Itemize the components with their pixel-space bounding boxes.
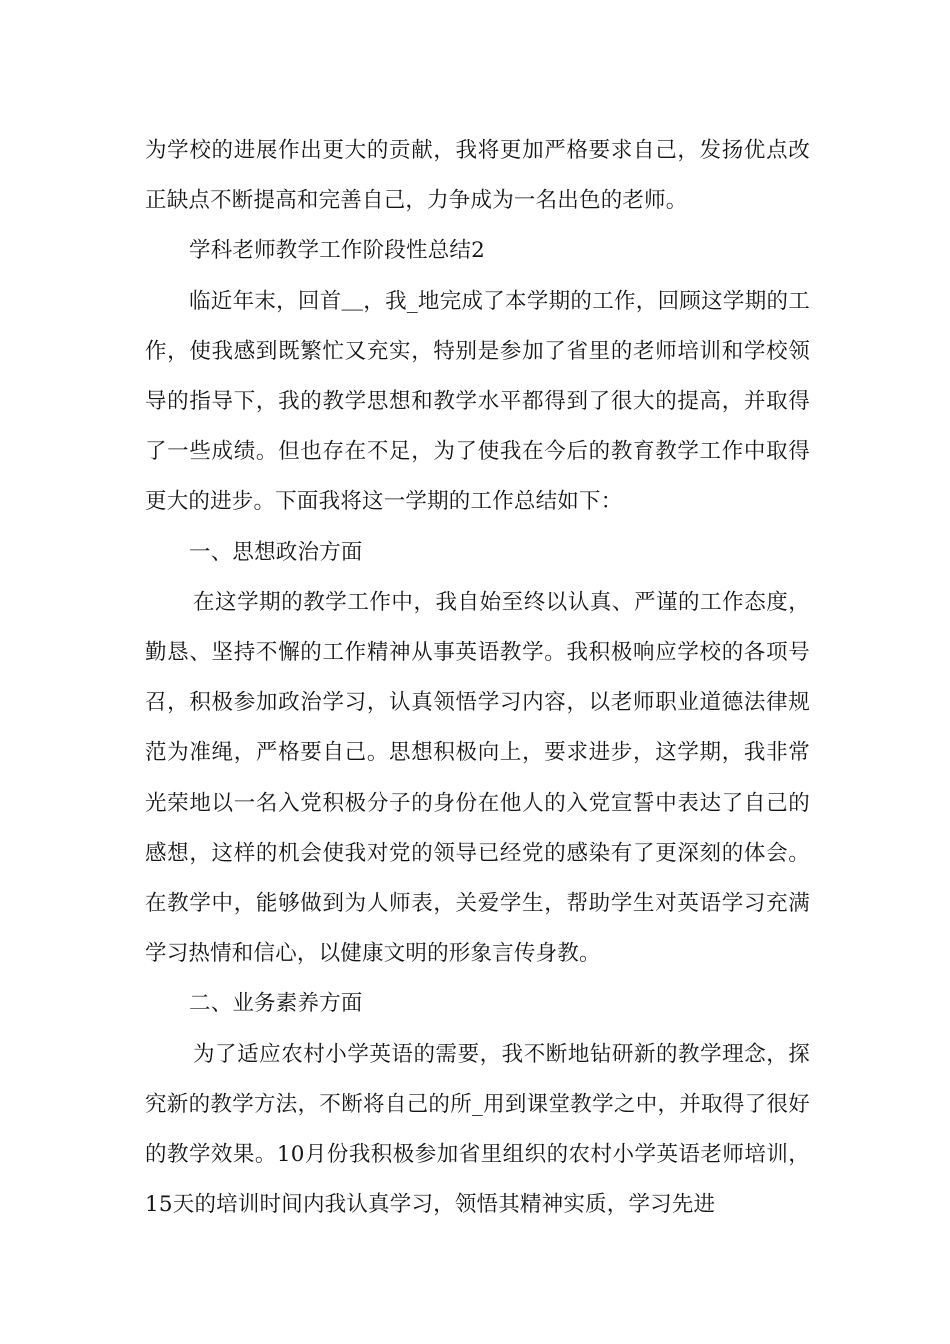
document-body	[145, 126, 810, 1230]
section-heading-political: 一、思想政治方面	[189, 539, 363, 565]
paragraph-intro: 临近年末，回首＿，我_地完成了本学期的工作，回顾这学期的工作，使我感到既繁忙又充实，特别是参加了省里的老师培训和学校领导的指导下，我的教学思想和教学水平都得到了很大的提高，并取得了一些成绩。但也存在不足，为了使我在今后的教育教学工作中取得更大的进步。下面我将这一学期的工作总结如下：	[145, 288, 810, 515]
section-heading-professional: 二、业务素养方面	[189, 991, 363, 1017]
section-heading-summary-2: 学科老师教学工作阶段性总结2	[189, 238, 485, 264]
paragraph-professional: 为了适应农村小学英语的需要，我不断地钻研新的教学理念，探究新的教学方法，不断将自己的所_用到课堂教学之中，并取得了很好的教学效果。10月份我积极参加省里组织的农村小学英语老师培训，15天的培训时间内我认真学习，领悟其精神实质，学习先进	[145, 1041, 810, 1218]
paragraph-continuation: 为学校的进展作出更大的贡献，我将更加严格要求自己，发扬优点改正缺点不断提高和完善自己，力争成为一名出色的老师。	[145, 138, 810, 214]
paragraph-political: 在这学期的教学工作中，我自始至终以认真、严谨的工作态度，勤恳、坚持不懈的工作精神从事英语教学。我积极响应学校的各项号召，积极参加政治学习，认真领悟学习内容，以老师职业道德法律规范为准绳，严格要自己。思想积极向上，要求进步，这学期，我非常光荣地以一名入党积极分子的身份在他人的入党宣誓中表达了自己的感想，这样的机会使我对党的领导已经党的感染有了更深刻的体会。在教学中，能够做到为人师表，关爱学生，帮助学生对英语学习充满学习热情和信心，以健康文明的形象言传身教。	[145, 589, 810, 967]
